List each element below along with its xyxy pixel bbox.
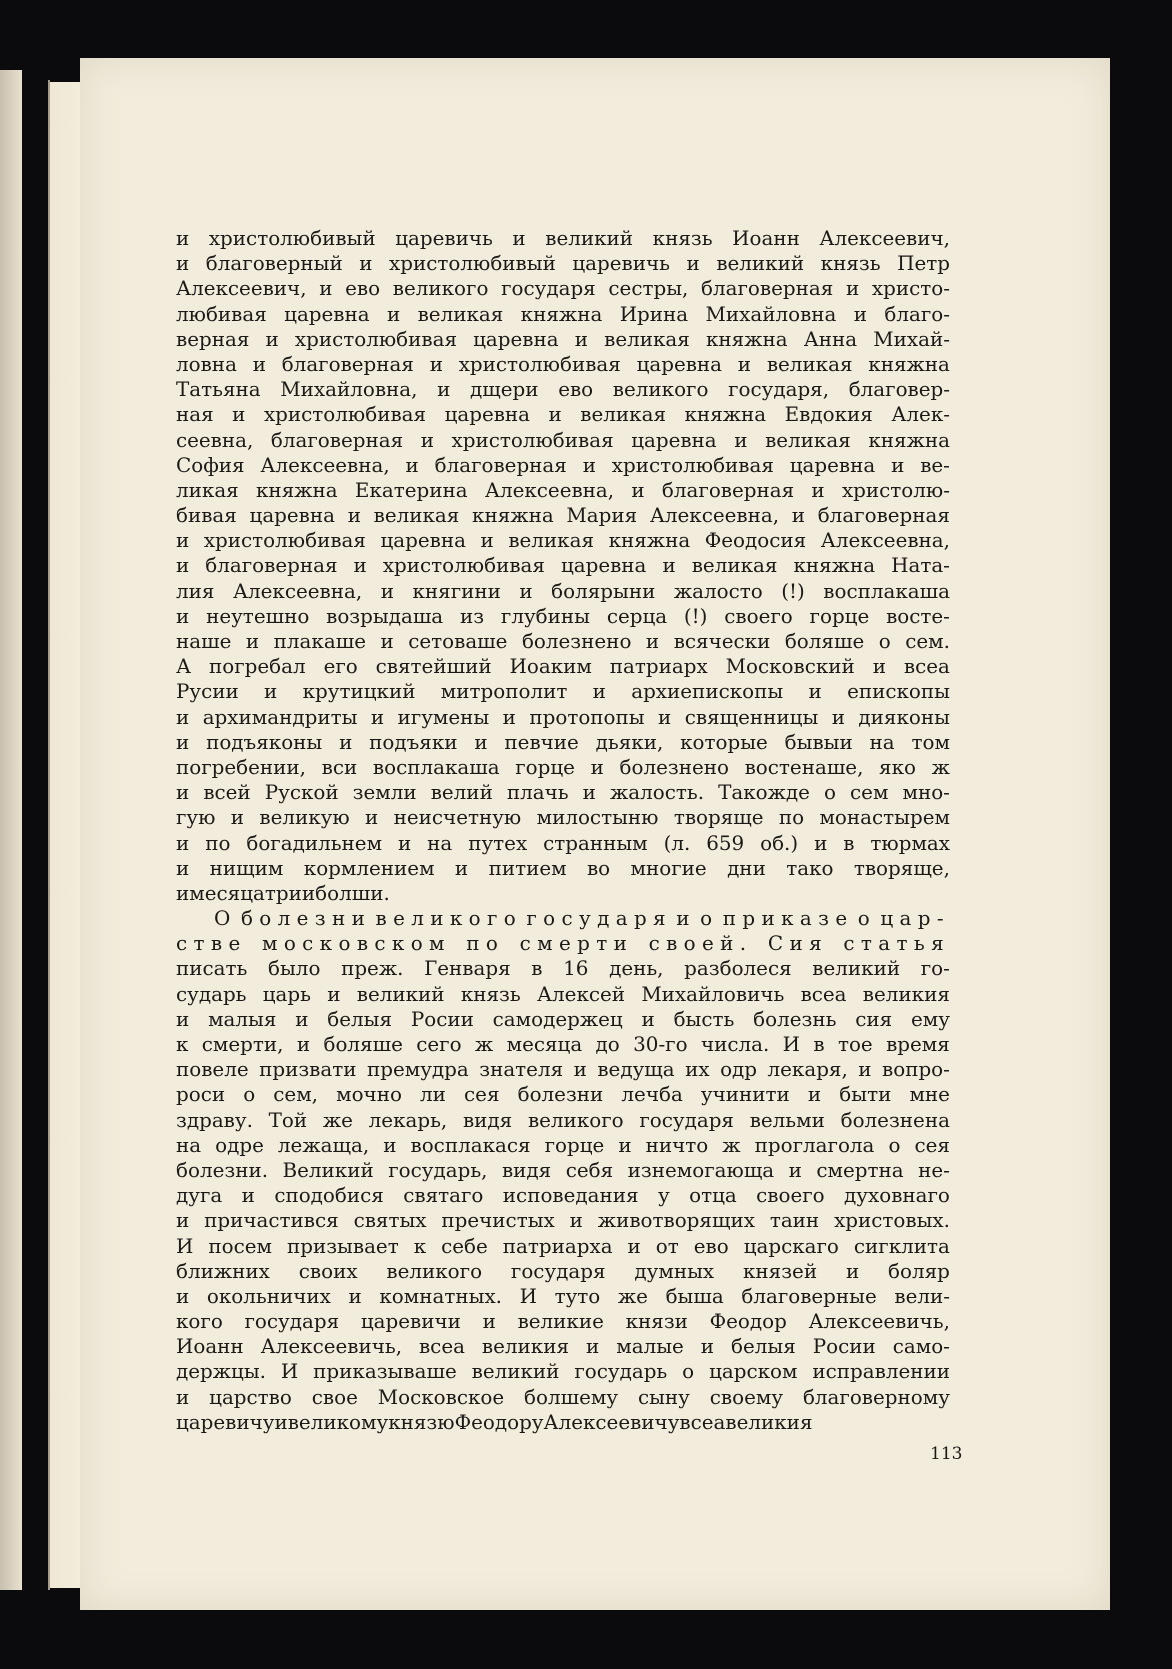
text-line: и по богадильнем и на путех странным (л. 659 об.) и в тюрмах <box>176 831 950 855</box>
text-line: бивая царевна и великая княжна Мария Алексеевна, и благоверная <box>176 504 950 528</box>
page-text <box>176 226 950 1435</box>
text-line: и причастився святых пречистых и животворящих таин христовых. <box>176 1209 950 1233</box>
text-line: роси о сем, мочно ли сея болезни лечба учинити и быти мне <box>176 1083 950 1107</box>
text-line: ловна и благоверная и христолюбивая царевна и великая княжна <box>176 352 950 376</box>
text-line: И посем призывает к себе патриарха и от ево царскаго сигклита <box>176 1234 950 1258</box>
text-line: и всей Руской земли велий плачь и жалость. Такожде о сем мно- <box>176 781 950 805</box>
text-line: Иоанн Алексеевичь, всеа великия и малые и белыя Росии само- <box>176 1335 950 1359</box>
text-line: София Алексеевна, и благоверная и христолюбивая царевна и ве- <box>176 453 950 477</box>
text-line: ликая княжна Екатерина Алексеевна, и благоверная и христолю- <box>176 478 950 502</box>
text-line: на одре лежаща, и восплакася горце и ничто ж проглагола о сея <box>176 1133 950 1157</box>
text-line: и подъяконы и подъяки и певчие дьяки, которые бывыи на том <box>176 730 950 754</box>
text-line: ближних своих великого государя думных князей и боляр <box>176 1259 950 1283</box>
text-line: здраву. Той же лекарь, видя великого государя вельми болезнена <box>176 1108 950 1132</box>
text-line: гую и великую и неисчетную милостыню творяще по монастырем <box>176 806 950 830</box>
text-line: дуга и сподобися святаго исповедания у отца своего духовнаго <box>176 1184 950 1208</box>
text-line: к смерти, и боляше сего ж месяца до 30-го числа. И в тое время <box>176 1033 950 1056</box>
text-line: кого государя царевичи и великие князи Феодор Алексеевичь, <box>176 1310 950 1334</box>
text-line: царевичу и великому князю Феодору Алексеевичу всеа великия <box>176 1410 813 1434</box>
text-line: Татьяна Михайловна, и дщери ево великого государя, благовер- <box>176 378 950 402</box>
text-line: и христолюбивая царевна и великая княжна Феодосия Алексеевна, <box>176 529 950 553</box>
text-line: любивая царевна и великая княжна Ирина Михайловна и благо- <box>176 302 950 326</box>
text-line: стве московском по смерти своей. Сия статья <box>176 932 950 956</box>
text-line: сеевна, благоверная и христолюбивая царевна и великая княжна <box>176 428 950 452</box>
page-gutter <box>50 82 80 1588</box>
text-line: и малыя и белыя Росии самодержец и бысть болезнь сия ему <box>176 1007 950 1031</box>
text-line: А погребал его святейший Иоаким патриарх Московский и всеа <box>176 655 950 679</box>
text-line: О болезни великого государя и о приказе о цар- <box>214 907 950 931</box>
text-line: и окольничих и комнатных. И туто же быша благоверные вели- <box>176 1284 950 1308</box>
page-number: 113 <box>930 1444 963 1464</box>
previous-page-edge <box>0 70 22 1590</box>
text-line: Алексеевич, и ево великого государя сестры, благоверная и христо- <box>176 277 950 301</box>
text-line: повеле призвати премудра знателя и ведуща их одр лекаря, и вопро- <box>176 1058 950 1082</box>
text-line: болезни. Великий государь, видя себя изнемогающа и смертна не- <box>176 1158 950 1182</box>
text-line: сударь царь и великий князь Алексей Михайловичь всеа великия <box>176 982 950 1006</box>
text-line: и благоверная и христолюбивая царевна и великая княжна Ната- <box>176 554 950 578</box>
text-line: и нищим кормлением и питием во многие дни тако творяще, <box>176 856 950 880</box>
text-line: Русии и крутицкий митрополит и архиепископы и епископы <box>176 680 950 704</box>
text-line: и архимандриты и игумены и протопопы и священницы и дияконы <box>176 705 950 729</box>
text-line: держцы. И приказываше великий государь о царском исправлении <box>176 1360 950 1384</box>
text-line: писать было преж. Генваря в 16 день, разболеся великий го- <box>176 957 950 981</box>
text-line: погребении, вси восплакаша горце и болезнено востенаше, яко ж <box>176 755 950 779</box>
text-line: наше и плакаше и сетоваше болезнено и всячески боляше о сем. <box>176 630 950 653</box>
text-line: лия Алексеевна, и княгини и болярыни жалосто (!) восплакаша <box>176 579 950 603</box>
text-line: и царство свое Московское болшему сыну своему благоверному <box>176 1385 950 1409</box>
text-line: и благоверный и христолюбивый царевичь и великий князь Петр <box>176 252 950 276</box>
text-line: и христолюбивый царевичь и великий князь Иоанн Алексеевич, <box>176 227 950 250</box>
text-line: и месяца три и болши. <box>176 881 390 905</box>
text-line: верная и христолюбивая царевна и великая княжна Анна Михай- <box>176 327 950 351</box>
text-line: и неутешно возрыдаша из глубины серца (!) своего горце восте- <box>176 604 950 628</box>
text-line: ная и христолюбивая царевна и великая княжна Евдокия Алек- <box>176 403 950 427</box>
